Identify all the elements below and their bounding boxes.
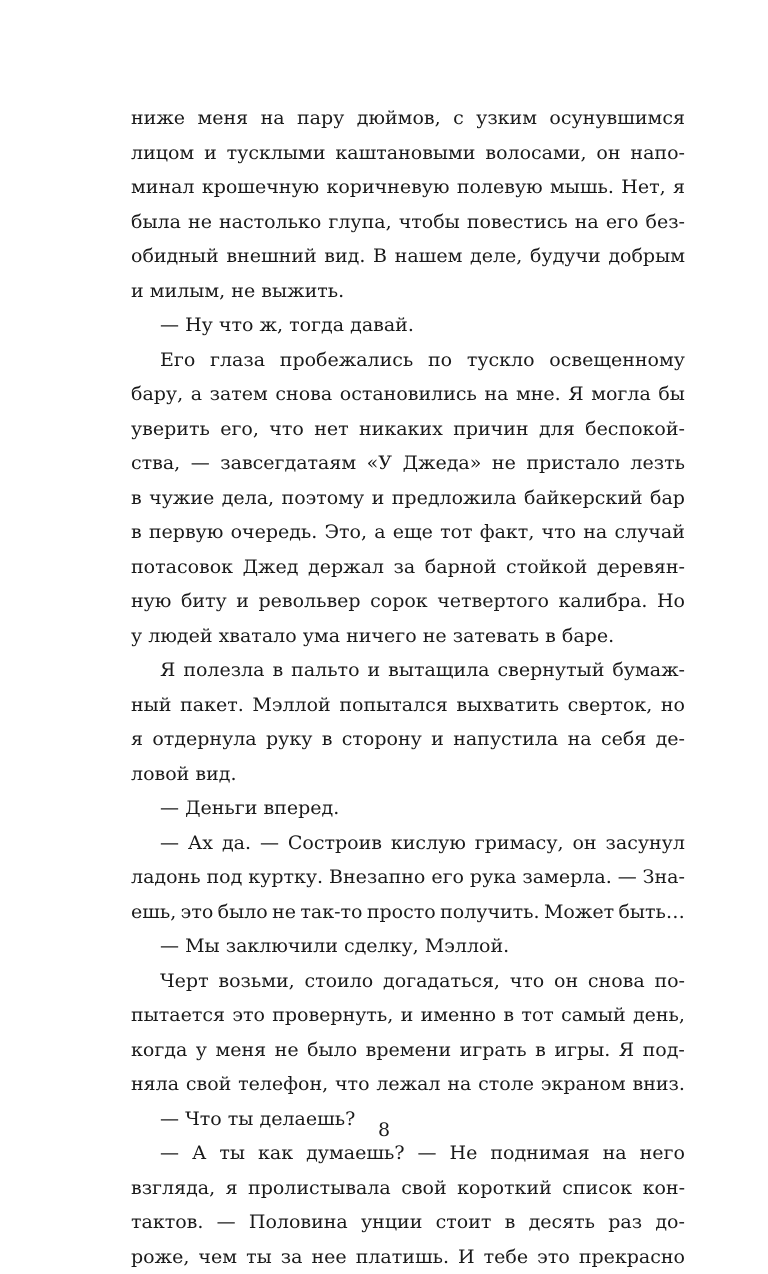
text-line: я отдернула руку в сторону и напустила на себя де-: [131, 722, 685, 757]
text-line: ную биту и револьвер сорок четвертого калибра. Но: [131, 584, 685, 619]
text-line: минал крошечную коричневую полевую мышь. Нет, я: [131, 170, 685, 205]
text-line: — А ты как думаешь? — Не поднимая на него: [131, 1136, 685, 1171]
text-line: когда у меня не было времени играть в игры. Я под-: [131, 1033, 685, 1068]
text-line: бару, а затем снова остановились на мне. Я могла бы: [131, 377, 685, 412]
text-line: роже, чем ты за нее платишь. И тебе это прекрасно: [131, 1240, 685, 1274]
page-number: 8: [0, 1117, 768, 1143]
text-line: потасовок Джед держал за барной стойкой деревян-: [131, 550, 685, 585]
text-line: ства, — завсегдатаям «У Джеда» не пристало лезть: [131, 446, 685, 481]
text-line: — Ну что ж, тогда давай.: [131, 308, 685, 343]
text-line: — Ах да. — Состроив кислую гримасу, он засунул: [131, 826, 685, 861]
body-text: [131, 101, 685, 1274]
text-line: ный пакет. Мэллой попытался выхватить сверток, но: [131, 688, 685, 723]
text-line: Черт возьми, стоило догадаться, что он снова по-: [131, 964, 685, 999]
text-line: ловой вид.: [131, 757, 685, 792]
text-line: взгляда, я пролистывала свой короткий список кон-: [131, 1171, 685, 1206]
text-line: ниже меня на пару дюймов, с узким осунувшимся: [131, 101, 685, 136]
text-line: ладонь под куртку. Внезапно его рука замерла. — Зна-: [131, 860, 685, 895]
text-line: и милым, не выжить.: [131, 274, 685, 309]
text-line: была не настолько глупа, чтобы повестись на его без-: [131, 205, 685, 240]
text-line: лицом и тусклыми каштановыми волосами, он напо-: [131, 136, 685, 171]
text-line: тактов. — Половина унции стоит в десять раз до-: [131, 1205, 685, 1240]
text-line: Его глаза пробежались по тускло освещенному: [131, 343, 685, 378]
text-line: няла свой телефон, что лежал на столе экраном вниз.: [131, 1067, 685, 1102]
text-line: — Что ты делаешь?: [131, 1102, 685, 1137]
text-line: обидный внешний вид. В нашем деле, будучи добрым: [131, 239, 685, 274]
text-line: — Деньги вперед.: [131, 791, 685, 826]
text-line: Я полезла в пальто и вытащила свернутый бумаж-: [131, 653, 685, 688]
text-line: пытается это провернуть, и именно в тот самый день,: [131, 998, 685, 1033]
text-line: у людей хватало ума ничего не затевать в баре.: [131, 619, 685, 654]
text-line: в первую очередь. Это, а еще тот факт, что на случай: [131, 515, 685, 550]
text-line: — Мы заключили сделку, Мэллой.: [131, 929, 685, 964]
text-line: ешь, это было не так-то просто получить. Может быть…: [131, 895, 685, 930]
text-line: в чужие дела, поэтому и предложила байкерский бар: [131, 481, 685, 516]
text-line: уверить его, что нет никаких причин для беспокой-: [131, 412, 685, 447]
